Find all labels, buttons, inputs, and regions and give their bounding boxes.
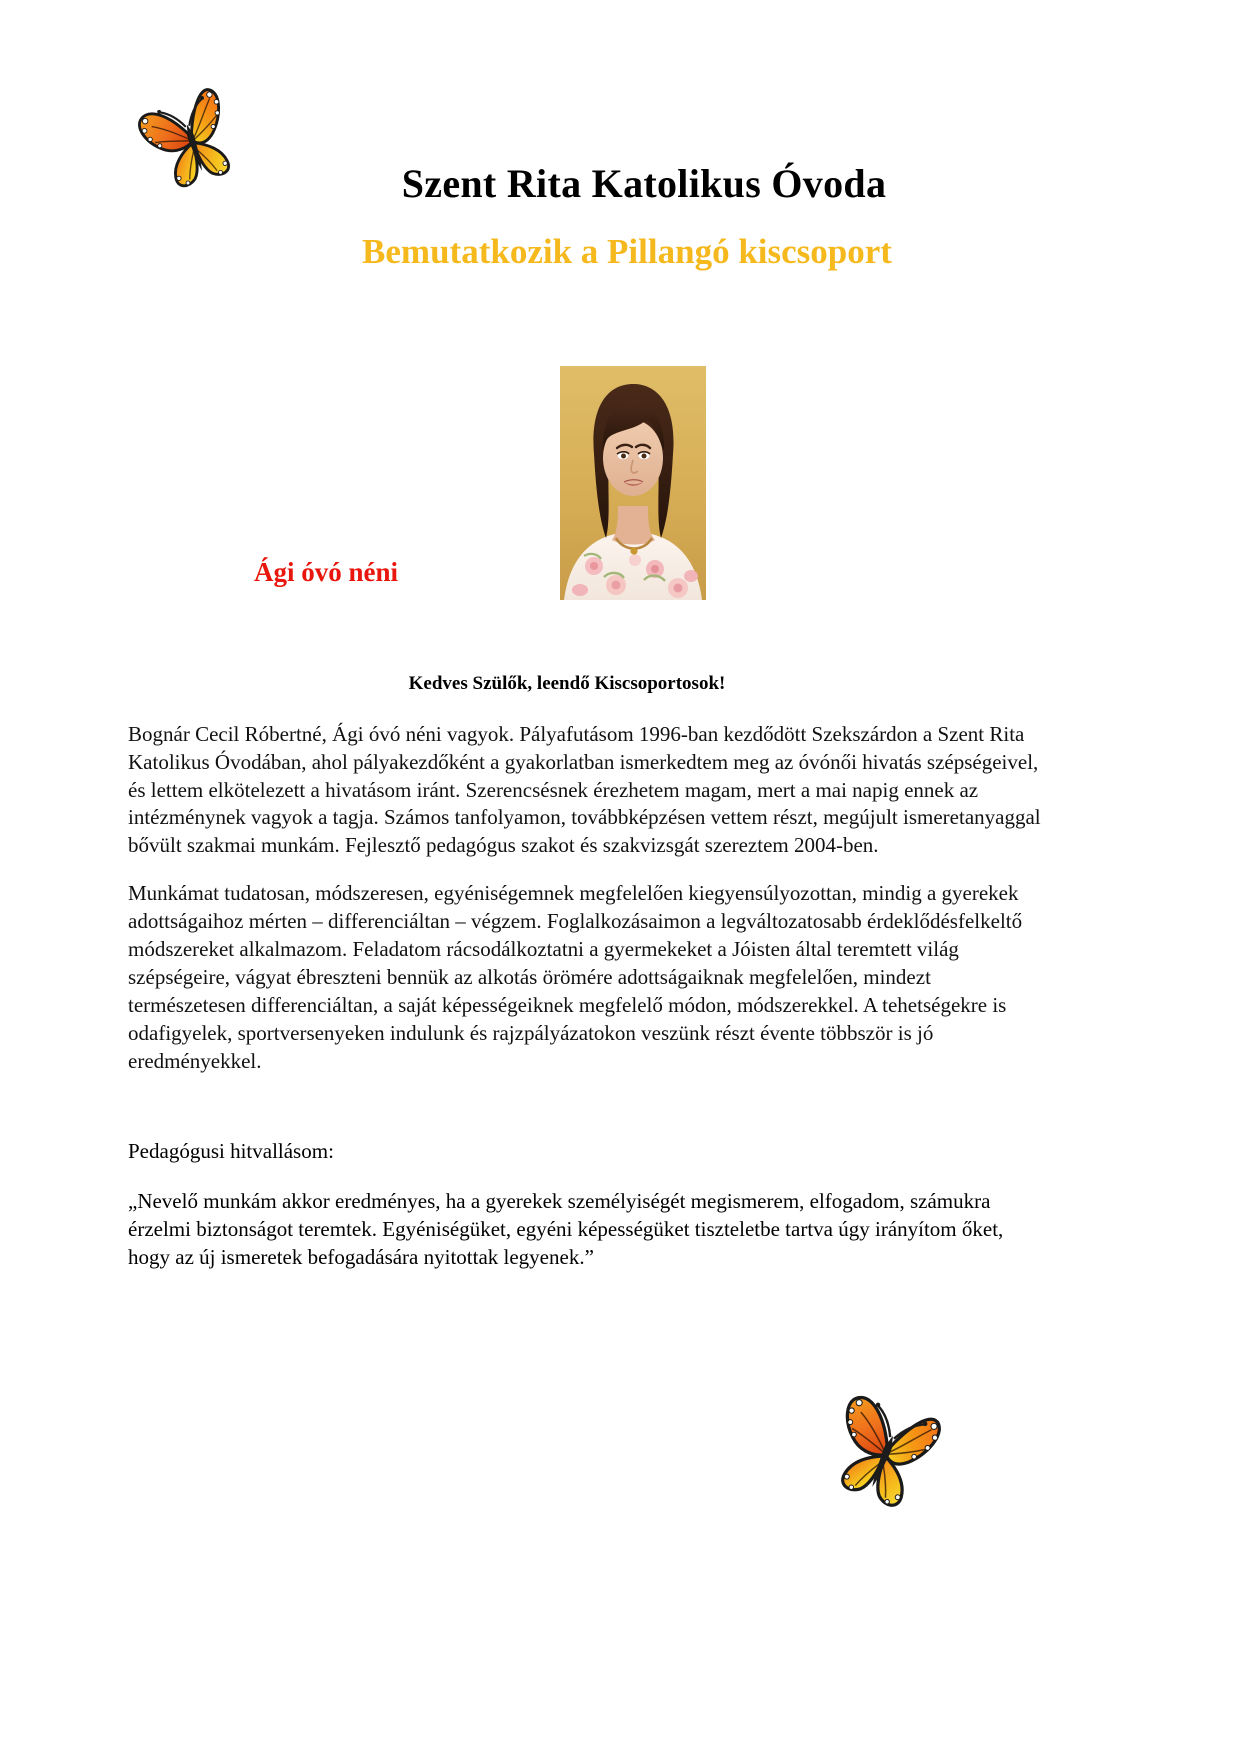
creed-label: Pedagógusi hitvallásom: xyxy=(128,1138,334,1163)
body-paragraph-1: Bognár Cecil Róbertné, Ági óvó néni vagyok. Pályafutásom 1996-ban kezdődött Szekszárdon a Szent Rita Katolikus Óvodában, ahol pályakezdőként a gyakorlatban ismerkedtem meg az óvónői hivatás szépségeivel, és lettem elkötelezett a hivatásom iránt. Szerencsésnek érezhetem magam, mert a mai napig ennek az intézménynek vagyok a tagja. Számos tanfolyamon, továbbképzésen vettem részt, megújult ismeretanyaggal bővült szakmai munkám. Fejlesztő pedagógus szakot és szakvizsgát szereztem 2004-ben. xyxy=(128,721,1041,858)
salutation-heading: Kedves Szülők, leendő Kiscsoportosok! xyxy=(408,673,726,694)
document-header xyxy=(0,0,1240,300)
creed-quote: „Nevelő munkám akkor eredményes, ha a gyerekek személyiségét megismerem, elfogadom, számukra érzelmi biztonságot teremtek. Egyéniségüket, egyéni képességüket tiszteletbe tartva úgy irányítom őket, hogy az új ismeretek befogadására nyitottak legyenek.” xyxy=(128,1188,1004,1269)
body-paragraph-2: Munkámat tudatosan, módszeresen, egyéniségemnek megfelelően kiegyensúlyozottan, mindig a gyerekek adottságaihoz mérten – differenciáltan – végzem. Foglalkozásaimon a legváltozatosabb érdeklődésfelkeltő módszereket alkalmazom. Feladatom rácsodálkoztatni a gyermekeket a Jóisten által teremtett világ szépségeire, vágyat ébreszteni bennük az alkotás örömére adottságaiknak megfelelően, mindezt természetesen differenciáltan, a saját képességeiknek megfelelő módon, módszerekkel. A tehetségekre is odafigyelek, sportversenyeken indulunk és rajzpályázatokon veszünk részt évente többször is jó eredményekkel. xyxy=(128,881,1023,1073)
document-body xyxy=(128,672,1046,1271)
teacher-name-label: Ági óvó néni xyxy=(254,557,399,587)
page-title: Szent Rita Katolikus Óvoda xyxy=(401,161,887,206)
teacher-portrait-photo xyxy=(560,366,706,600)
page-subtitle: Bemutatkozik a Pillangó kiscsoport xyxy=(362,232,892,271)
butterfly-illustration-bottom xyxy=(820,1392,952,1514)
